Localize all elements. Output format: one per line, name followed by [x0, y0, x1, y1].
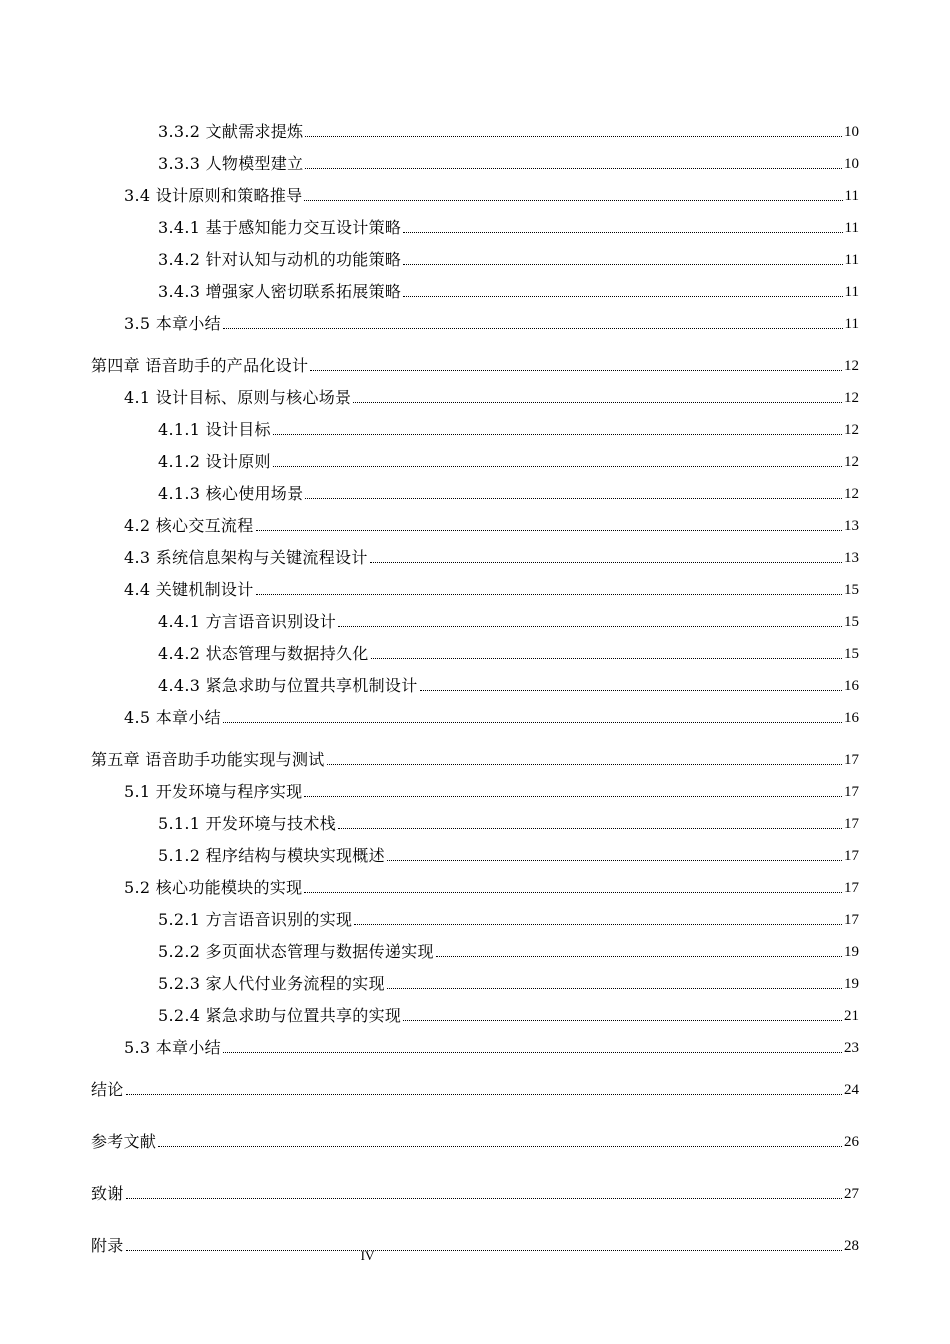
toc-leader-dots [403, 1019, 842, 1021]
toc-leader-dots [256, 529, 842, 531]
toc-entry[interactable] [158, 246, 859, 270]
toc-leader-dots [403, 295, 842, 297]
toc-entry-title: 4.4.3 紧急求助与位置共享机制设计 [158, 676, 418, 695]
toc-leader-dots [403, 231, 842, 233]
toc-entry[interactable] [124, 310, 859, 334]
toc-entry[interactable] [158, 278, 859, 302]
toc-entry-page: 17 [844, 752, 859, 768]
toc-leader-dots [370, 561, 842, 563]
toc-entry[interactable] [158, 448, 859, 472]
toc-leader-dots [223, 1051, 842, 1053]
toc-leader-dots [305, 167, 842, 169]
toc-leader-dots [305, 135, 842, 137]
toc-entry-page: 12 [844, 422, 859, 438]
toc-leader-dots [223, 327, 843, 329]
toc-entry-page: 12 [844, 454, 859, 470]
toc-entry[interactable] [158, 150, 859, 174]
toc-leader-dots [304, 891, 842, 893]
toc-entry[interactable] [158, 906, 859, 930]
toc-entry-page: 17 [844, 816, 859, 832]
toc-entry-page: 26 [844, 1134, 859, 1150]
toc-entry-title: 3.3.3 人物模型建立 [158, 154, 304, 173]
toc-leader-dots [126, 1197, 842, 1199]
toc-entry-title: 4.1.3 核心使用场景 [158, 484, 304, 503]
toc-leader-dots [436, 955, 842, 957]
toc-entry[interactable] [158, 214, 859, 238]
toc-entry-title: 附录 [91, 1236, 124, 1255]
toc-entry-page: 17 [844, 912, 859, 928]
toc-entry[interactable] [91, 1128, 859, 1152]
toc-entry-title: 3.4.2 针对认知与动机的功能策略 [158, 250, 402, 269]
toc-entry-page: 16 [844, 678, 859, 694]
toc-entry[interactable] [124, 704, 859, 728]
page-number-footer: IV [360, 1248, 375, 1263]
toc-entry-page: 13 [844, 550, 859, 566]
toc-leader-dots [387, 987, 842, 989]
toc-entry-title: 3.4 设计原则和策略推导 [124, 186, 303, 205]
toc-entry-page: 15 [844, 582, 859, 598]
toc-entry[interactable] [124, 576, 859, 600]
toc-leader-dots [338, 625, 842, 627]
toc-leader-dots [310, 369, 842, 371]
toc-entry[interactable] [124, 874, 859, 898]
toc-entry-title: 第四章 语音助手的产品化设计 [91, 356, 309, 375]
toc-entry[interactable] [158, 842, 859, 866]
toc-entry-title: 4.4.2 状态管理与数据持久化 [158, 644, 369, 663]
toc-entry[interactable] [91, 746, 859, 770]
toc-entry-title: 致谢 [91, 1184, 124, 1203]
toc-entry-title: 4.4 关键机制设计 [124, 580, 254, 599]
toc-leader-dots [273, 433, 842, 435]
toc-leader-dots [223, 721, 842, 723]
toc-entry[interactable] [158, 672, 859, 696]
toc-entry-title: 4.3 系统信息架构与关键流程设计 [124, 548, 368, 567]
toc-entry[interactable] [124, 512, 859, 536]
toc-entry-page: 10 [844, 124, 859, 140]
toc-entry-title: 5.1 开发环境与程序实现 [124, 782, 303, 801]
toc-leader-dots [304, 199, 842, 201]
toc-entry-title: 4.4.1 方言语音识别设计 [158, 612, 336, 631]
toc-leader-dots [371, 657, 842, 659]
toc-entry-page: 24 [844, 1082, 859, 1098]
toc-entry[interactable] [158, 118, 859, 142]
toc-entry[interactable] [158, 608, 859, 632]
toc-entry-title: 5.1.2 程序结构与模块实现概述 [158, 846, 385, 865]
toc-entry[interactable] [124, 544, 859, 568]
toc-entry-title: 4.5 本章小结 [124, 708, 221, 727]
toc-entry-page: 12 [844, 486, 859, 502]
toc-entry[interactable] [124, 778, 859, 802]
toc-entry-title: 4.1.1 设计目标 [158, 420, 271, 439]
toc-entry[interactable] [158, 416, 859, 440]
toc-entry-title: 5.2.2 多页面状态管理与数据传递实现 [158, 942, 434, 961]
toc-entry-page: 11 [844, 284, 859, 300]
toc-entry-title: 参考文献 [91, 1132, 157, 1151]
toc-entry[interactable] [124, 182, 859, 206]
toc-entry-title: 第五章 语音助手功能实现与测试 [91, 750, 325, 769]
toc-entry-title: 结论 [91, 1080, 124, 1099]
toc-leader-dots [304, 795, 842, 797]
toc-leader-dots [256, 593, 842, 595]
toc-entry[interactable] [158, 970, 859, 994]
toc-entry[interactable] [124, 384, 859, 408]
toc-entry-page: 10 [844, 156, 859, 172]
toc-entry-page: 17 [844, 880, 859, 896]
toc-entry-page: 11 [844, 220, 859, 236]
toc-entry-page: 17 [844, 848, 859, 864]
toc-leader-dots [338, 827, 842, 829]
toc-entry-title: 3.4.1 基于感知能力交互设计策略 [158, 218, 402, 237]
toc-entry-page: 12 [844, 390, 859, 406]
toc-entry-page: 21 [844, 1008, 859, 1024]
toc-entry-title: 3.3.2 文献需求提炼 [158, 122, 304, 141]
toc-leader-dots [327, 763, 842, 765]
toc-leader-dots [353, 401, 842, 403]
toc-entry[interactable] [91, 352, 859, 376]
toc-entry-page: 19 [844, 944, 859, 960]
toc-entry[interactable] [124, 1034, 859, 1058]
toc-entry-title: 4.2 核心交互流程 [124, 516, 254, 535]
toc-entry-page: 11 [844, 252, 859, 268]
toc-entry-title: 5.2.4 紧急求助与位置共享的实现 [158, 1006, 402, 1025]
toc-entry-page: 15 [844, 646, 859, 662]
toc-entry-title: 5.2.3 家人代付业务流程的实现 [158, 974, 385, 993]
toc-entry-title: 5.3 本章小结 [124, 1038, 221, 1057]
toc-entry[interactable] [158, 640, 859, 664]
toc-entry-page: 17 [844, 784, 859, 800]
toc-entry-title: 4.1 设计目标、原则与核心场景 [124, 388, 352, 407]
toc-entry-page: 23 [844, 1040, 859, 1056]
toc-leader-dots [273, 465, 842, 467]
toc-entry-title: 3.4.3 增强家人密切联系拓展策略 [158, 282, 402, 301]
toc-entry[interactable] [91, 1076, 859, 1100]
toc-entry-title: 5.2.1 方言语音识别的实现 [158, 910, 353, 929]
toc-entry[interactable] [158, 938, 859, 962]
toc-entry-page: 16 [844, 710, 859, 726]
toc-leader-dots [126, 1093, 842, 1095]
toc-entry-page: 15 [844, 614, 859, 630]
toc-entry-page: 13 [844, 518, 859, 534]
toc-entry-page: 11 [844, 316, 859, 332]
toc-leader-dots [387, 859, 842, 861]
toc-leader-dots [305, 497, 842, 499]
toc-entry[interactable] [158, 480, 859, 504]
toc-entry-page: 12 [844, 358, 859, 374]
toc-entry[interactable] [158, 810, 859, 834]
toc-leader-dots [158, 1145, 842, 1147]
toc-entry-title: 5.2 核心功能模块的实现 [124, 878, 303, 897]
toc-entry-page: 27 [844, 1186, 859, 1202]
toc-entry-page: 11 [844, 188, 859, 204]
toc-leader-dots [403, 263, 842, 265]
toc-entry-page: 28 [844, 1238, 859, 1254]
toc-entry-title: 3.5 本章小结 [124, 314, 221, 333]
toc-entry[interactable] [91, 1180, 859, 1204]
toc-entry-title: 4.1.2 设计原则 [158, 452, 271, 471]
toc-entry-title: 5.1.1 开发环境与技术栈 [158, 814, 336, 833]
toc-leader-dots [354, 923, 842, 925]
toc-leader-dots [420, 689, 843, 691]
toc-entry-page: 19 [844, 976, 859, 992]
toc-entry[interactable] [158, 1002, 859, 1026]
